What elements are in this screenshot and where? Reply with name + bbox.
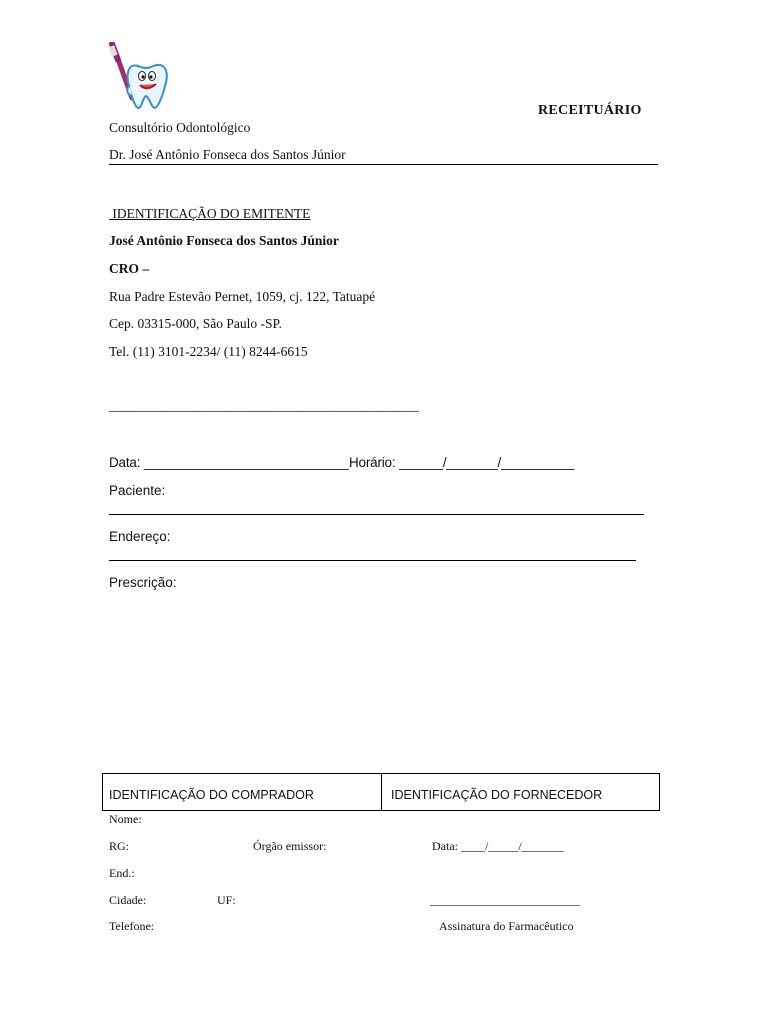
- patient-line: [109, 514, 644, 515]
- address-label: Endereço:: [109, 529, 171, 544]
- emitter-cro: CRO –: [109, 261, 150, 276]
- buyer-uf-label: UF:: [217, 893, 236, 907]
- buyer-rg-label: RG:: [109, 839, 130, 853]
- patient-label: Paciente:: [109, 483, 166, 498]
- time-field: Horário: ______/_______/__________: [349, 455, 575, 470]
- tooth-logo-icon: [106, 42, 178, 114]
- address-line: [109, 560, 636, 561]
- emitter-city: Cep. 03315-000, São Paulo -SP.: [109, 316, 282, 331]
- pharmacist-signature-line: _________________________: [430, 893, 580, 907]
- prescription-label: Prescrição:: [109, 575, 177, 590]
- buyer-heading: IDENTIFICAÇÃO DO COMPRADOR: [109, 788, 314, 802]
- supplier-date-field: Data: ____/_____/_______: [432, 839, 564, 853]
- emitter-phone: Tel. (11) 3101-2234/ (11) 8244-6615: [109, 344, 308, 359]
- supplier-heading: IDENTIFICAÇÃO DO FORNECEDOR: [391, 788, 603, 802]
- emitter-signature-line: ________________________________________________: [109, 398, 419, 413]
- emitter-heading: IDENTIFICAÇÃO DO EMITENTE: [109, 206, 311, 221]
- pharmacist-label: Assinatura do Farmacêutico: [439, 919, 574, 933]
- emitter-name: José Antônio Fonseca dos Santos Júnior: [109, 233, 339, 248]
- emitter-address: Rua Padre Estevão Pernet, 1059, cj. 122, Tatuapé: [109, 289, 376, 304]
- buyer-address-label: End.:: [109, 866, 135, 880]
- doctor-name: Dr. José Antônio Fonseca dos Santos Júnior: [109, 147, 346, 162]
- header-rule: [109, 164, 658, 165]
- clinic-name: Consultório Odontológico: [109, 120, 251, 135]
- table-divider: [381, 774, 382, 810]
- buyer-name-label: Nome:: [109, 812, 142, 826]
- date-field: Data: ____________________________: [109, 455, 349, 470]
- buyer-city-label: Cidade:: [109, 893, 147, 907]
- identification-table: [102, 773, 660, 811]
- document-title: RECEITUÁRIO: [538, 103, 642, 118]
- buyer-phone-label: Telefone:: [109, 919, 155, 933]
- buyer-issuer-label: Órgão emissor:: [253, 839, 327, 853]
